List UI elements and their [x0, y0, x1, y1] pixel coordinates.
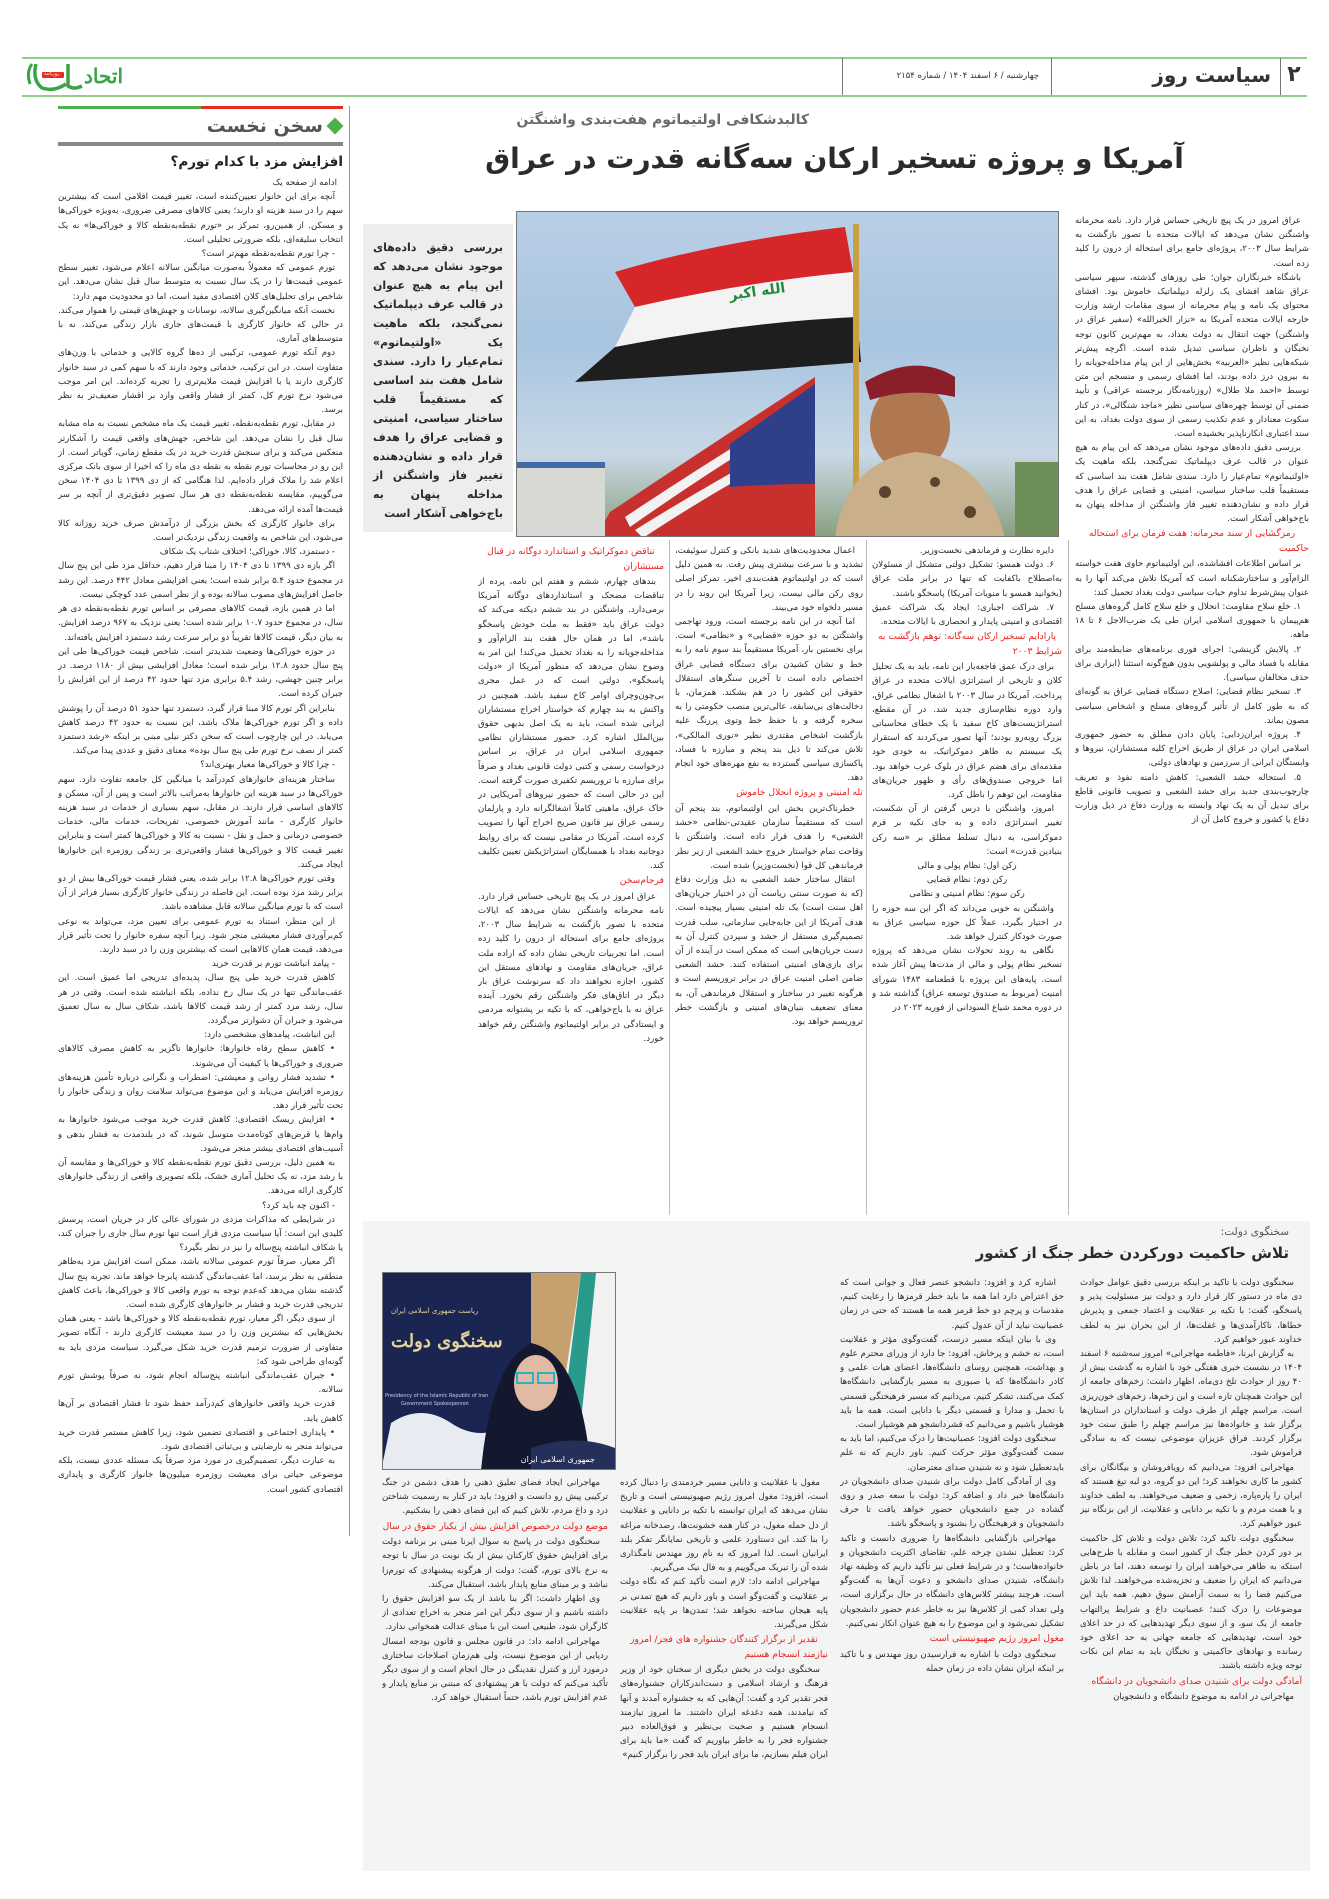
paragraph: نگاهی به روند تحولات نشان می‌دهد که پروژه تسخیر نظام پولی و مالی از مدت‌ها پیش آغاز شده است. پایه‌های این پروژه با قطعنامه ۱۴۸۳ شورای امنیت (مربوط به صندوق توسعه عراق) گذاشته شد و در دوره محمد شیاع السودانی از فوریه ۲۰۲۳ در	[872, 946, 1062, 1014]
spokesperson-banner: سخنگوی دولت	[391, 1331, 503, 1352]
paragraph: وی از آمادگی کامل دولت برای شنیدن صدای دانشجویان در دانشگاه‌ها خبر داد و اضافه کرد: دولت با سعه صدر و روی گشاده در جمع دانشجویان حضور خواهد یافت تا حرف دانشجویان و فرهیختگان را بشنود و پاسخگو باشد.	[840, 1476, 1064, 1530]
paragraph: ۳. تسخیر نظام قضایی: اصلاح دستگاه قضایی عراق به گونه‌ای که به طور کامل از تأثیر گروه‌های مسلح و اشخاص سیاسی مصون بماند.	[1075, 687, 1309, 726]
banner-english-2: Government Spokesperson	[401, 1401, 469, 1407]
editorial-paragraph: تورم عمومی که معمولاً به‌صورت میانگین سالانه اعلام می‌شود، تغییر سطح عمومی قیمت‌ها را در یک سال نسبت به متوسط سال قبل نشان می‌دهد. این شاخص برای تحلیل‌های کلان اقتصادی مفید است، اما دو محدودیت مهم دارد:	[58, 263, 343, 302]
main-article-column-1	[1075, 214, 1309, 1216]
divider	[1280, 58, 1281, 95]
paragraph: مهاجرانی افزود: می‌دانیم که رویافروشان و بیگانگان برای کشور ما کاری نخواهند کرد؛ این دو گروه، دو لبه تیغ هستند که ایران را پاره‌پاره، زخمی و ضعیف می‌خواهند. به لطف خداوند و با همت مردم و با تکیه بر دانایی و عقلانیت، از این بزنگاه نیز عبور خواهیم کرد.	[1080, 1462, 1302, 1530]
paragraph: ۷. شراکت اجباری: ایجاد یک شراکت عمیق اقتصادی و امنیتی پایدار و انحصاری با ایالات متحده.	[872, 602, 1062, 628]
issue-info: چهارشنبه / ۶ اسفند ۱۴۰۴ / شماره ۲۱۵۴	[896, 71, 1039, 81]
pillar-item: رکن دوم: نظام قضایی	[926, 875, 1008, 886]
paragraph: سخنگوی دولت با اشاره به فرارسیدن روز مهندس و با تاکید بر اینکه ایران نشان داده در زمان حمله	[840, 1649, 1064, 1674]
logo-sub: روزنامه	[44, 71, 60, 77]
editorial-paragraph: • پایداری اجتماعی و اقتصادی تضمین شود، زیرا کاهش مستمر قدرت خرید می‌تواند منجر به نارضایتی و بی‌ثباتی اقتصادی شود.	[58, 1427, 343, 1453]
pillar-item: رکن اول: نظام پولی و مالی	[917, 861, 1017, 872]
editorial-continued: ادامه از صفحه یک	[272, 178, 337, 188]
editorial-color-bar	[58, 106, 343, 109]
trees	[1015, 462, 1058, 537]
second-article-column-1	[1080, 1276, 1302, 1866]
editorial-paragraph: اگر معیار، صرفاً تورم عمومی سالانه باشد، ممکن است افزایش مزد به‌ظاهر منطقی به نظر برسد، اما عقب‌ماندگی گذشته پابرجا خواهد ماند. تجربه پنج سال گذشته نشان می‌دهد که‌عدم توجه به تورم واقعی کالا و خوراکی‌ها، باعث کاهش تدریجی قدرت خرید و فشار بر خانوارهای کارگری شده است.	[58, 1257, 343, 1311]
paragraph: سخنگوی دولت تاکید کرد: تلاش دولت و تلاش کل حاکمیت بر دور کردن خطر جنگ از کشور است و مقابله با طرح‌هایی استکه به ظاهر می‌خواهند ایران را توسعه دهند، اما در باطن می‌دانیم که ایران را ضعیف و تجزیه‌شده می‌خواهند. لذا تلاش می‌کنیم فضا را به سمت آرامش سوق دهیم. همه باید این موضوعات را درک کنند؛ عصبانیت داغ و شرایط پرالتهاب جامعه از یک سو، و از سوی دیگر تهدیدهایی که در حد اعلای خود است، تهدیدهایی که جامعه جهانی به حد اعلای خود رسانده و نهادهای حاکمیتی و نخبگان باید به تمام این نکات توجه ویژه داشته باشند.	[1080, 1533, 1302, 1672]
editorial-paragraph: به عبارت دیگر، تصمیم‌گیری در مورد مزد صرفاً یک مسئله عددی نیست، بلکه موضوعی حیاتی برای معیشت روزمره میلیون‌ها خانوار کارگری و پایداری اقتصادی کشور است.	[58, 1456, 343, 1495]
paragraph: ۱. خلع سلاح مقاومت: انحلال و خلع سلاح کامل گروه‌های مسلح هم‌پیمان با جمهوری اسلامی ایران طی یک ضرب‌الاجل ۶ تا ۱۸ ماهه.	[1075, 602, 1309, 641]
paragraph: مهاجرانی در ادامه به موضوع دانشگاه و دانشجویان	[1113, 1692, 1294, 1703]
paragraph: مهاجرانی ادامه داد: لازم است تأکید کنم که نگاه دولت بر عقلانیت و گفت‌وگو است و باور داریم که هیچ تمدنی بر پایه هیجان ساخته نخواهد شد؛ تمدن‌ها بر پایه عقلانیت شکل می‌گیرند.	[620, 1577, 828, 1631]
podium-text: جمهوری اسلامی ایران	[520, 1455, 595, 1464]
editorial-paragraph: - چرا کالا و خوراکی‌ها معیار بهتری‌اند؟	[200, 760, 335, 771]
paragraph: وی اظهار داشت: اگر بنا باشد از یک سو افزایش حقوق را داشته باشیم و از سوی دیگر این امر منجر به اخراج تعدادی از کارگران شود، طبیعی است این با مبنای عدالت همخوانی ندارد.	[382, 1593, 608, 1633]
paragraph: سخنگوی دولت در بخش دیگری از سخنان خود از وزیر فرهنگ و ارشاد اسلامی و دست‌اندرکاران جشنواره‌های فجر تقدیر کرد و گفت: آن‌هایی که به جشنواره آمدند و آنها که نیامدند، همه دغدغه ایران داشتند. ما امروز نیازمند انسجام هستیم و صحبت بی‌نظیر و فوق‌العاده دبیر جشنواره فجر را به خاطر بیاوریم که گفت «ما باید برای ایران فیلم بسازیم، ما برای ایران باید فجر را برگزار کنیم»	[620, 1665, 828, 1761]
paragraph: بر اساس اطلاعات افشاشده، این اولتیماتوم حاوی هفت خواسته الزام‌آور و ساختارشکنانه است که آمریکا تلاش می‌کند آنها را به عنوان پیش‌شرط تداوم حیات سیاسی دولت بغداد تحمیل کند:	[1075, 559, 1309, 598]
editorial-paragraph: ساختار هزینه‌ای خانوارهای کم‌درآمد با میانگین کل جامعه تفاوت دارد. سهم خوراکی‌ها در سبد هزینه این خانوارها به‌مراتب بالاتر است و پس از آن، مسکن و کالاهای اساسی قرار دارند. در مقابل، سهم بسیاری از خدمات در سبد هزینه خانوار کارگری - مانند آموزش خصوصی، تفریحات، خدمات مالی، خدمات خصوصی درمانی و حمل و نقل - نسبت به کالا و خوراکی‌ها کمتر است و بنابراین تغییر قیمت کالا و خوراکی‌ها فشار واقعی‌تری بر زندگی روزمره این خانوارها ایجاد می‌کند.	[58, 774, 343, 870]
editorial-paragraph: به همین دلیل، بررسی دقیق تورم نقطه‌به‌نقطه کالا و خوراکی‌ها و مقایسه آن با رشد مزد، نه یک تحلیل آماری خشک، بلکه تصویری واقعی از زندگی خانوارهای کارگری ارائه می‌دهد.	[58, 1158, 343, 1197]
paragraph: ۴. پروژه ایران‌زدایی: پایان دادن مطلق به حضور جمهوری اسلامی ایران در عراق از طریق اخراج کلیه مستشاران، نیروها و وابستگان ایرانی از سرزمین و نهادهای دولتی.	[1075, 729, 1309, 769]
editorial-paragraph: از این منظر، استناد به تورم عمومی برای تعیین مزد، می‌تواند به نوعی کم‌برآوردی فشار معیشتی منجر شود. زیرا آنچه سفره خانوار را تحت تأثیر قرار می‌دهد، قیمت همان کالاهایی است که بیشترین وزن را در سبد دارند.	[58, 916, 343, 955]
paragraph: ۵. استحاله حشد الشعبی: کاهش دامنه نفوذ و تعریف چارچوب‌بندی جدید برای حشد الشعبی و تصویب قانونی قاطع برای تبدیل آن به یک نهاد وابسته به وزارت دفاع در ذیل وزارت دفاع یا کشور و خروج کامل آن از	[1075, 772, 1309, 826]
paragraph: انتقال ساختار حشد الشعبی به ذیل وزارت دفاع (که به صورت سنتی ریاست آن در اختیار جریان‌های اهل سنت است) یک تله امنیتی بسیار پیچیده است. هدف آمریکا از این جابه‌جایی سازمانی، سلب قدرت تصمیم‌گیری مستقل از حشد و سپردن کنترل آن به دست جریان‌هایی است که ممکن است در آینده از آن برای بازی‌های امنیتی استفاده کنند. حشد الشعبی ضامن اصلی امنیت عراق در برابر تروریسم است و هرگونه تغییر در ساختار و استقلال فرماندهی آن، به معنای تضعیف بنیان‌های امنیتی و بازگشت خطر تروریسم خواهد بود.	[675, 874, 863, 1027]
editorial-section-title: سخن نخست	[206, 115, 323, 137]
masthead-bottom-rule	[22, 95, 1307, 97]
editorial-paragraph: • افزایش ریسک اقتصادی: کاهش قدرت خرید موجب می‌شود خانوارها به وام‌ها یا قرض‌های کوتاه‌مدت متوسل شوند، که در بلندمدت به فشار بدهی و آسیب‌های اقتصادی بیشتر منجر می‌شود.	[58, 1115, 343, 1154]
editorial-divider	[349, 106, 350, 1536]
editorial-paragraph: در مقابل، تورم نقطه‌به‌نقطه، تغییر قیمت یک ماه مشخص نسبت به ماه مشابه سال قبل را نشان می‌دهد. این شاخص، جهش‌های واقعی قیمت را آشکارتر منعکس می‌کند و برای سنجش قدرت خرید در یک مقطع زمانی، گویاتر است. از این رو در محاسبات تورم نقطه به نقطه دی ماه را که اخیرا از سوی بانک مرکزی اعلام شد را ملاک قرار داده‌ایم. لذا هنگامی که از دی ۱۳۹۹ تا دی ۱۴۰۴ سخن می‌گوییم، مقایسه نقطه‌به‌نقطه دی هر سال تصویر دقیق‌تری از آنچه بر سر قیمت‌ها آمده ارائه می‌دهد.	[58, 419, 343, 515]
editorial-paragraph: آنچه برای این خانوار تعیین‌کننده است، تغییر قیمت اقلامی است که بیشترین سهم را در سبد هزینه او دارند؛ یعنی کالاهای مصرفی ضروری، به‌ویژه خوراکی‌ها و مسکن. از همین‌رو، تمرکز بر «تورم نقطه‌به‌نقطه کالا و خوراکی‌ها» نه یک انتخاب سلیقه‌ای، بلکه ضرورتی تحلیلی است.	[58, 192, 343, 245]
second-article-column-2	[840, 1276, 1064, 1866]
editorial-paragraph: - دستمزد، کالا، خوراکی؛ اختلاف شتاب یک شکاف	[159, 547, 335, 558]
editorial-paragraph: نخست آنکه میانگین‌گیری سالانه، نوسانات و جهش‌های قیمتی را هموار می‌کند. در حالی که خانوار کارگری با قیمت‌های جاری بازار زندگی می‌کند، نه با متوسط‌های آماری.	[58, 305, 343, 345]
second-article-column-3	[620, 1476, 828, 1866]
editorial-paragraph: اما در همین بازه، قیمت کالاهای مصرفی بر اساس تورم نقطه‌به‌نقطه دی هر سال، در مجموع حدود ۱۰.۷ برابر شده است؛ یعنی نزدیک به ۹۶۷ درصد افزایش. به بیان دیگر، قیمت کالاها تقریباً دو برابر سرعت رشد دستمزد افزایش یافته‌اند.	[58, 604, 343, 643]
divider	[842, 58, 843, 95]
column-rule	[866, 540, 867, 1215]
paragraph: اما آنچه در این نامه برجسته است، ورود تهاجمی واشنگتن به دو حوزه «قضایی» و «نظامی» است. برای نخستین بار، آمریکا مستقیماً بند سوم نامه را به خط و نشان کشیدن برای دستگاه قضایی عراق اختصاص داده است تا آخرین سنگرهای استقلال حقوقی این کشور را در هم بشکند. همزمان، با دخالت‌های بی‌سابقه، عالی‌ترین منصب حکومتی را به سخره گرفته و با حفظ خط وتوی پررنگ علیه بازگشت اشخاص مقتدری نظیر «نوری المالکی»، تلاش می‌کند تا ذیل بند پنجم و مبارزه با فساد، پاکسازی سیاسی گسترده به نفع مهره‌های خود انجام دهد.	[675, 617, 863, 784]
editorial-paragraph: این انباشت، پیامدهای مشخصی دارد:	[204, 1030, 335, 1041]
banner-english-1: Presidency of the Islamic Republic of Iran	[385, 1393, 489, 1399]
emblem-line: ریاست جمهوری اسلامی ایران	[391, 1307, 479, 1315]
subheading: مغول امروز رژیم صهیونیستی است	[929, 1633, 1064, 1645]
paragraph: وی با بیان اینکه مسیر درست، گفت‌وگوی مؤثر و عقلانیت است، نه خشم و پرخاش، افزود: جا دارد از وزرای محترم علوم و بهداشت، همچنین روسای دانشگاه‌ها، اعضای هیات علمی و کادر دانشگاه‌ها که با صبوری به مسیر بازگشایی دانشگاه‌ها کمک می‌کنند، تشکر کنیم. می‌دانیم که مسیر فرهیختگی قسمتی با تحمل و مدارا و قسمتی دیگر با دانایی است. همه ما باید هوشیار باشیم و می‌دانیم که قشردانشجو هم هوشیار است.	[840, 1334, 1064, 1431]
flag-pole	[853, 224, 859, 494]
paragraph: عراق امروز در یک پیچ تاریخی حساس قرار دارد. نامه محرمانه واشنگتن نشان می‌دهد که ایالات متحده با تصور بازگشت به شرایط سال ۲۰۰۳، پروژه‌ای جامع برای استحاله از درون را کلید زده است. اما تجربیات تاریخی نشان داده که اراده ملت عراق، جریان‌های مقاومت و نهادهای مستقل این کشور، اجازه نخواهند داد که سرنوشت عراق بار دیگر در اتاق‌های فکر واشنگتن رقم بخورد. آینده عراق نه با باج‌خواهی، که با تکیه بر پشتوانه مردمی و ایستادگی در برابر اولتیماتوم واشنگتن رقم خواهد خورد.	[478, 891, 664, 1044]
diamond-icon	[327, 118, 344, 135]
paragraph: سخنگوی دولت با تاکید بر اینکه بررسی دقیق عوامل حوادث دی ماه در دستور کار قرار دارد و دولت نیز مسئولیت پذیر و پاسخگو، گفت: با تکیه بر عقلانیت و اعتماد جمعی و پذیرش خطاها، ناکارآمدی‌ها و غفلت‌ها، از این بحران نیز به لطف خداوند عبور خواهیم کرد.	[1080, 1278, 1302, 1345]
second-headline: تلاش حاکمیت دورکردن خطر جنگ از کشور	[975, 1244, 1289, 1262]
editorial-body	[58, 190, 343, 1880]
paragraph: برای درک عمق فاجعه‌بار این نامه، باید به یک تحلیل کلان و تاریخی از استراتژی ایالات متحده در عراق پرداخت. آمریکا در سال ۲۰۰۳ با اشغال نظامی عراق، وارد دوره نظام‌سازی جدید شد. در آن مقطع، استراتژیست‌های کاخ سفید با یک خطای محاسباتی بزرگ روبه‌رو بودند؛ آنها تصور می‌کردند که استقرار یک سیستم به ظاهر دموکراتیک، به خودی خود مقدمه‌ای برای هضم عراق در بلوک غرب خواهد بود. اما خروجی صندوق‌های رأی و ظهور جریان‌های مقاومت، این توهم را باطل کرد.	[872, 662, 1062, 801]
editorial-paragraph: از سوی دیگر، اگر معیار، تورم نقطه‌به‌نقطه کالا و خوراکی‌ها باشد - یعنی همان بخش‌هایی که بیشترین وزن را در سبد معیشت کارگری دارند - آنگاه تصویر متفاوتی از ضرورت ترمیم قدرت خرید شکل می‌گیرد. سیاست مزدی باید به گونه‌ای طراحی شود که:	[58, 1314, 343, 1367]
logo-text: اتحاد	[84, 64, 124, 88]
subheading: آمادگی دولت برای شنیدن صدای دانشجویان در دانشگاه	[1091, 1675, 1302, 1687]
flag-inscription: الله اکبر	[728, 280, 787, 304]
paragraph: واشنگتن به خوبی می‌داند که اگر این سه حوزه را در اختیار بگیرد، عملاً کل حوزه سیاسی عراق به صورت خودکار کنترل خواهد شد.	[872, 903, 1062, 943]
editorial-paragraph: • جبران عقب‌ماندگی انباشته پنج‌ساله انجام شود، نه صرفاً پوشش تورم سالانه.	[58, 1371, 343, 1396]
subheading: فرجام‌سخن	[619, 875, 664, 887]
paragraph: اشاره کرد و افزود: دانشجو عنصر فعال و جوانی است که حق اعتراض دارد اما همه ما باید خطر قرمزها را رعایت کنیم، مقدسات و پرچم دو خط قرمز همه ما هستند که حتی در زمان عصبانیت نباید از آن عدول کنیم.	[840, 1278, 1064, 1331]
paragraph: به گزارش ایرنا، «فاطمه مهاجرانی» امروز سه‌شنبه ۶ اسفند ۱۴۰۴ در نشست خبری هفتگی خود با اشاره به گذشت بیش از ۴۰ روز از حوادث تلخ دی‌ماه، اظهار داشت: زخم‌های جامعه از این حوادث همچنان تازه است و این زخم‌ها، زخم‌های خون‌ریزی است. مراسم چهلم از طرف دولت و استانداران در استان‌ها برگزار شد و خانواده‌ها نیز مراسم چهلم را طبق سنت خود برگزار کردند. فراق عزیزان موضوعی نیست که به سادگی فراموش شود.	[1080, 1349, 1302, 1459]
editorial-paragraph: وقتی تورم خوراکی‌ها ۱۲.۸ برابر شده، یعنی فشار قیمت خوراکی‌ها بیش از دو برابر رشد مزد بوده است. این فاصله در زندگی خانوار کارگری بسیار فراتر از آن است که با تورم میانگین سالانه قابل مشاهده باشد.	[58, 873, 343, 913]
editorial-headline: افزایش مزد با کدام تورم؟	[170, 154, 343, 170]
soldier-uniform	[835, 452, 1005, 537]
paragraph: بندهای چهارم، ششم و هفتم این نامه، پرده از تناقضات مضحک و استانداردهای دوگانه آمریکا برمی‌دارد. واشنگتن در بند ششم دیکته می‌کند که دولت عراق باید «فقط به ملت خودش پاسخگو باشد»، اما در همان حال هفت بند الزام‌آور و مداخله‌جویانه را به بغداد تحمیل می‌کند! این امر به وضوح نشان می‌دهد که منظور آمریکا از «دولت پاسخگو»، دولتی است که در عمل مجری بی‌چون‌وچرای اوامر کاخ سفید باشد. همچنین در واکنش به بند چهارم که خواستار اخراج مستشاران ایرانی شده است، باید به یک اصل بدیهی حقوق بین‌الملل اشاره کرد. حضور مستشاران نظامی جمهوری اسلامی ایران در عراق، بر اساس درخواست رسمی و کتبی دولت قانونی بغداد و صرفاً برای مبارزه با تروریسم تکفیری صورت گرفته است. این در حالی است که حضور نیروهای آمریکایی در خاک عراق، ماهیتی کاملاً اشغالگرانه دارد و پارلمان رسمی عراق نیز قانون صریح اخراج آنها را تصویب کرده است. آمریکا در مقامی نیست که برای روابط دوجانبه بغداد با همسایگان استراتژیکش تعیین تکلیف کند.	[478, 577, 664, 872]
spokesperson-photo	[382, 1272, 616, 1470]
paragraph: مهاجرانی ایجاد فضای تعلیق ذهنی را هدف دشمن در جنگ ترکیبی پیش رو دانست و افزود: باید در کنار به رسمیت شناختن درد و داغ مردم، تلاش کنیم که این فضای ذهنی را بشکنیم.	[382, 1478, 608, 1517]
main-article-column-3	[675, 544, 863, 1216]
masthead-top-rule	[22, 57, 1307, 59]
page-number: ۲	[1287, 62, 1301, 87]
building	[516, 462, 605, 537]
subheading: پارادایم تسخیر ارکان سه‌گانه: توهم بازگشت به شرایط ۲۰۰۳	[877, 631, 1062, 657]
us-flag-canton	[730, 384, 815, 487]
paragraph: بررسی دقیق داده‌های موجود نشان می‌دهد که این پیام به هیچ عنوان در قالب عرف دیپلماتیک نمی‌گنجد، بلکه ماهیت یک «اولتیماتوم» تمام‌عیار را دارد. سندی شامل هفت بند اساسی که مستقیماً قلب ساختار سیاسی، امنیتی و قضایی عراق را هدف قرار داده و نشان‌دهنده تغییر فاز واشنگتن از مداخله پنهان به باج‌خواهی آشکار است.	[1075, 443, 1309, 525]
editorial-paragraph: - چرا تورم نقطه‌به‌نقطه مهم‌تر است؟	[201, 249, 335, 260]
paragraph: مهاجرانی بازگشایی دانشگاه‌ها را ضروری دانست و تاکید کرد: تعطیل نشدن چرخه علم، تقاضای اکثریت دانشجویان و خانواده‌هاست؛ و در شرایط فعلی نیز تأکید داریم که وظیفه نهاد دانشگاه، شنیدن صدای دانشجو و دعوت آن‌ها به گفت‌وگو است. هرچند بیشتر کلاس‌های دانشگاه در حال برگزاری است، ولی تعداد کمی از کلاس‌ها نیز به خاطر عدم حضور دانشجویان تشکیل نمی‌شود و این موضوع را به هیچ عنوان انکار نمی‌کنیم.	[840, 1533, 1064, 1629]
editorial-paragraph: در شرایطی که مذاکرات مزدی در شورای عالی کار در جریان است، پرسش کلیدی این است: آیا سیاست مزدی قرار است تنها تورم سال جاری را جبران کند، یا شکاف انباشته پنج‌ساله را نیز در نظر بگیرد؟	[58, 1214, 343, 1254]
subheading: تناقض دموکراتیک و استاندارد دوگانه در قبال مستشاران	[487, 546, 664, 572]
paragraph: مغول با عقلانیت و دانایی مسیر خردمندی را دنبال کرده است، افزود: مغول امروز رژیم صهیونیستی است و تاریخ نشان می‌دهد که ایران توانسته با تکیه بر دانایی و عقلانیت از دل حمله مغول، در کنار همه خشونت‌ها، رصدخانه مراغه را بنا کند. این دستاورد علمی و تاریخی نمایانگر تفکر بلند ایرانیان است. لذا امروز که به نام روز مهندس نامگذاری شده آن را تبریک می‌گوییم و به فال نیک می‌گیریم.	[620, 1478, 828, 1574]
editorial-column	[58, 106, 343, 1866]
editorial-rule	[58, 142, 343, 146]
paragraph: ۶. دولت همسو: تشکیل دولتی متشکل از مسئولان به‌اصطلاح باکفایت که تنها در برابر ملت عراق (بخوانید همسو با منویات آمریکا) پاسخگو باشند.	[872, 560, 1062, 599]
paragraph: امروز، واشنگتن با درس گرفتن از آن شکست، تغییر استراتژی داده و به جای تکیه بر فرم دموکراسی، به دنبال تسلط مطلق بر «سه رکن بنیادین قدرت» است:	[872, 804, 1062, 857]
paragraph: باشگاه خبرنگاران جوان؛ طی روزهای گذشته، سپهر سیاسی عراق شاهد افشای یک زلزله دیپلماتیک خاموش بود. افشای محتوای یک نامه و پیام محرمانه از سوی مقامات ارشد وزارت خارجه ایالات متحده آمریکا به «نزار الخیرالله» (سفیر عراق در واشنگتن) جهت انتقال به دولت بغداد، به مهم‌ترین کانون توجه نخبگان و ناظران سیاسی تبدیل شده است. اگرچه پیش‌تر شبکه‌هایی نظیر «العربیه» بخش‌هایی از این پیام مداخله‌جویانه را به بیرون درز داده بودند، اما افشای رسمی و منسجم این متن توسط «احمد ملا طلال» (روزنامه‌نگار برجسته عراقی) و تأیید ضمنی آن توسط چهره‌های سیاسی نظیر «ماجد شنگالی»، در کنار سکوت معنادار و عدم تکذیب رسمی از سوی دولت بغداد، به این سند اعتباری انکارناپذیر بخشیده است.	[1075, 272, 1309, 440]
iraq-us-flags-photo	[516, 211, 1059, 537]
pull-quote-box	[363, 224, 513, 532]
column-rule	[1068, 540, 1069, 1215]
editorial-paragraph: - پیامد انباشت تورم بر قدرت خرید	[211, 959, 335, 970]
paragraph: اعمال محدودیت‌های شدید بانکی و کنترل سوئیفت، تشدید و با سرعت بیشتری پیش رفت. به همین دلیل است که در اولتیماتوم هفت‌بندی اخیر، تمرکز اصلی روی رکن مالی نیست، زیرا آمریکا این روند را در مسیر دلخواه خود می‌بیند.	[675, 546, 863, 613]
editorial-paragraph: بنابراین اگر تورم کالا مبنا قرار گیرد، دستمزد تنها حدود ۵۱ درصد آن را پوشش داده و اگر تورم خوراکی‌ها ملاک باشد، این نسبت به حدود ۴۲ درصد کاهش می‌یابد. در این چارچوب است که سخن دکتر نیلی مبنی بر اینکه «رشد دستمزد کمتر از نصف نرخ تورم طی پنج سال بوده» معنای دقیق و عددی پیدا می‌کند.	[58, 703, 343, 757]
main-article-column-4	[478, 544, 664, 1216]
editorial-paragraph: برای خانوار کارگری که بخش بزرگی از درآمدش صرف خرید روزانه کالا می‌شود، این شاخص به واقعیت زندگی نزدیک‌تر است.	[58, 518, 343, 544]
paragraph: خطرناک‌ترین بخش این اولتیماتوم، بند پنجم آن است که مستقیماً سازمان عقیدتی-نظامی «حشد الشعبی» را هدف قرار داده است. واشنگتن با وقاحت تمام خواستار خروج حشد الشعبی از زیر نظر فرماندهی کل قوا (نخست‌وزیر) شده است.	[675, 803, 863, 871]
paragraph: ۲. پالایش گزینشی: اجرای فوری برنامه‌های ضابطه‌مند برای مقابله با فساد مالی و پولشویی بدون هیچ‌گونه استثنا (ابزاری برای حذف مخالفان سیاسی).	[1075, 644, 1309, 684]
column-rule	[669, 540, 670, 1215]
main-kicker: کالبدشکافی اولتیماتوم هفت‌بندی واشنگتن	[516, 112, 809, 128]
editorial-paragraph: قدرت خرید واقعی خانوارهای کم‌درآمد حفظ شود تا فشار اقتصادی بر آن‌ها کاهش یابد.	[58, 1399, 343, 1424]
editorial-paragraph: کاهش قدرت خرید طی پنج سال، پدیده‌ای تدریجی اما عمیق است. این عقب‌ماندگی تنها در یک سال رخ نداده، بلکه انباشته شده است. وقتی در هر سال، رشد مزد کمتر از رشد قیمت کالاها باشد، شکاف سال به سال تعمیق می‌شود و جبران آن دشوارتر می‌گردد.	[58, 973, 343, 1026]
subheading: موضع دولت درخصوص افزایش بیش از یکبار حقوق در سال	[382, 1520, 608, 1532]
editorial-paragraph: اگر بازه دی ۱۳۹۹ تا دی ۱۴۰۴ را مبنا قرار دهیم، حداقل مزد طی این پنج سال در مجموع حدود ۵.۴ برابر شده است؛ یعنی افزایشی معادل ۴۴۲ درصد. این رشد حاصل افزایش‌های مصوب سالانه بوده و از نظر اسمی عدد کوچکی نیست.	[58, 561, 343, 600]
divider	[1051, 58, 1052, 95]
editorial-paragraph: • کاهش سطح رفاه خانوارها: خانوارها ناگزیر به کاهش مصرف کالاهای ضروری و خوراکی‌ها یا کیفیت آن می‌شوند.	[58, 1044, 343, 1069]
pillar-item: رکن سوم: نظام امنیتی و نظامی	[909, 889, 1025, 900]
pull-quote: بررسی دقیق داده‌های موجود نشان می‌دهد که این پیام به هیچ عنوان در قالب عرف دیپلماتیک نمی‌گنجد، بلکه ماهیت یک «اولتیماتوم» تمام‌عیار را دارد. سندی شامل هفت بند اساسی که مستقیماً قلب ساختار سیاسی، امنیتی و قضایی عراق را هدف قرار داده و نشان‌دهنده تغییر فاز واشنگتن از مداخله پنهان به باج‌خواهی آشکار است	[373, 241, 503, 520]
paragraph: سخنگوی دولت در پاسخ به سوال ایرنا مبنی بر برنامه دولت برای افزایش حقوق کارکنان بیش از یک نوبت در سال با توجه به نرخ بالای تورم، گفت: دولت از هرگونه پیشنهادی که تورم‌زا نباشد و بر مبنای منابع پایدار باشد، استقبال می‌کند.	[382, 1537, 608, 1590]
second-article-column-4	[382, 1476, 608, 1866]
paragraph: عراق امروز در یک پیچ تاریخی حساس قرار دارد. نامه محرمانه واشنگتن نشان می‌دهد که ایالات متحده با تصور بازگشت به شرایط سال ۲۰۰۳، پروژه‌ای جامع برای استحاله از درون را کلید زده است.	[1075, 216, 1309, 269]
editorial-paragraph: • تشدید فشار روانی و معیشتی: اضطراب و نگرانی درباره تأمین هزینه‌های روزمره افزایش می‌یابد و این موضوع می‌تواند سلامت روان و زندگی خانوار را تحت تأثیر قرار دهد.	[58, 1072, 343, 1112]
subheading: تقدیر از برگزار کنندگان جشنواره های فجر/ امروز نیازمند انسجام هستیم	[630, 1634, 828, 1660]
subheading: رمزگشایی از سند محرمانه: هفت فرمان برای استحاله حاکمیت	[1088, 528, 1309, 554]
paragraph: دایره نظارت و فرماندهی نخست‌وزیر.	[919, 546, 1054, 556]
editorial-paragraph: دوم آنکه تورم عمومی، ترکیبی از ده‌ها گروه کالایی و خدماتی با وزن‌های متفاوت است. در این ترکیب، خدماتی وجود دارند که با سهم کمی در سبد خانوار کارگری دارند یا با افزایش قیمت ملایم‌تری را تجربه کرده‌اند. این امر موجب می‌شود نرخ تورم کل، کمتر از فشار واقعی وارد بر اقشار ضعیف‌تر به نظر برسد.	[58, 348, 343, 416]
editorial-paragraph: در حوزه خوراکی‌ها وضعیت شدیدتر است. شاخص قیمت خوراکی‌ها طی این پنج سال حدود ۱۲.۸ برابر شده است؛ معادل افزایشی بیش از ۱۱۸۰ درصد. در برابر چنین جهشی، رشد ۵.۴ برابری مزد تنها حدود ۴۲ درصد از این افزایش را جبران کرده است.	[58, 646, 343, 700]
paragraph: سخنگوی دولت افزود: عصبانیت‌ها را درک می‌کنیم، اما باید به سمت گفت‌وگوی مؤثر حرکت کنیم. باور داریم که نه علم بایدتعطیل شود و نه شنیدن صدای معترضان.	[840, 1434, 1064, 1473]
second-kicker: سخنگوی دولت:	[1220, 1226, 1289, 1238]
main-article-column-2	[872, 544, 1062, 1216]
newspaper-logo	[22, 58, 132, 94]
editorial-paragraph: - اکنون چه باید کرد؟	[262, 1200, 335, 1211]
section-title: سیاست روز	[1152, 63, 1271, 87]
subheading: تله امنیتی و پروژه انحلال خاموش	[736, 787, 863, 799]
main-headline: آمریکا و پروژه تسخیر ارکان سه‌گانه قدرت در عراق	[485, 142, 1184, 175]
paragraph: مهاجرانی ادامه داد: در قانون مجلس و قانون بودجه امسال ردپایی از این موضوع نیست، ولی هم‌زمان اصلاحات ساختاری درمورد ارز و کنترل نقدینگی در حال انجام است و از سوی دیگر تأکید می‌کنم که دولت با هر پیشنهادی که مبتنی بر منابع پایدار و عدم افزایش تورم باشد، حتماً استقبال خواهد کرد.	[382, 1636, 608, 1704]
